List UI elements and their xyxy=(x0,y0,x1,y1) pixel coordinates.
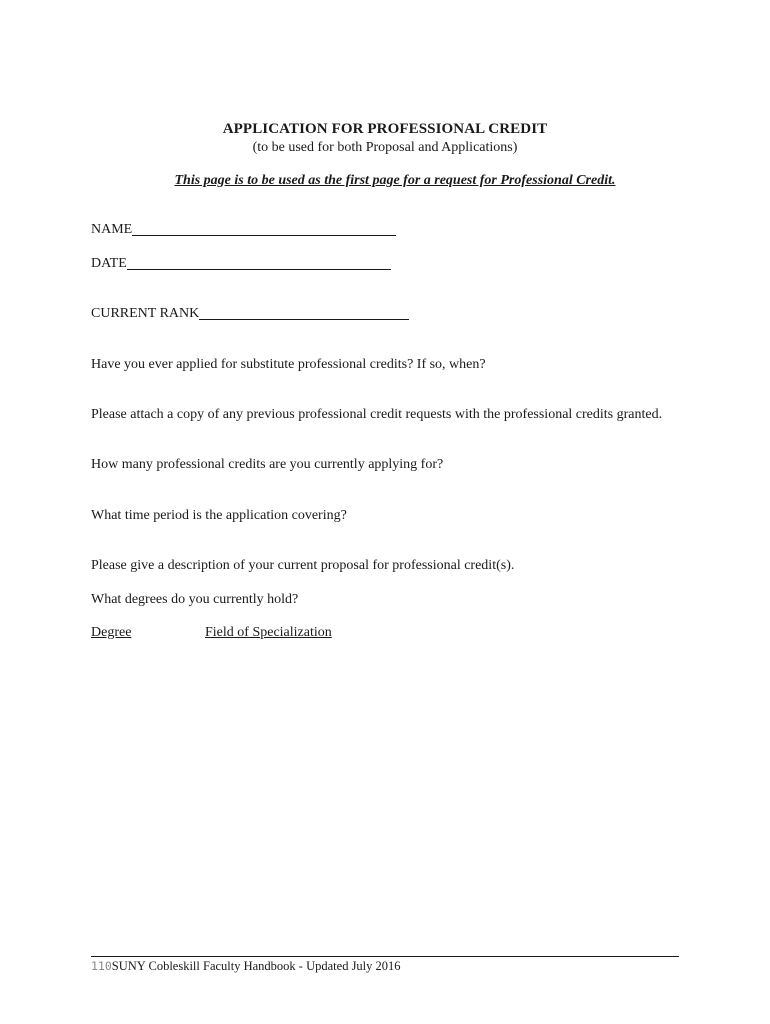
name-label: NAME xyxy=(91,222,133,237)
question-time-period: What time period is the application covering? xyxy=(91,508,347,523)
date-field-row xyxy=(91,256,391,272)
rank-field[interactable] xyxy=(199,318,409,320)
question-prior-credits: Have you ever applied for substitute professional credits? If so, when? xyxy=(91,357,486,372)
question-attach-copies: Please attach a copy of any previous professional credit requests with the professional credits granted. xyxy=(91,407,663,422)
footer-divider xyxy=(91,956,679,957)
name-field[interactable] xyxy=(132,234,396,236)
question-credits-count: How many professional credits are you currently applying for? xyxy=(91,457,444,472)
question-degrees: What degrees do you currently hold? xyxy=(91,592,299,607)
footer xyxy=(91,959,401,974)
rank-label: CURRENT RANK xyxy=(91,306,200,321)
page-number: 110 xyxy=(91,959,112,973)
question-proposal-description: Please give a description of your current proposal for professional credit(s). xyxy=(91,558,515,573)
date-label: DATE xyxy=(91,256,127,271)
form-instruction: This page is to be used as the first page for a request for Professional Credit. xyxy=(174,173,616,188)
form-subtitle: (to be used for both Proposal and Applications) xyxy=(252,140,518,155)
name-field-row xyxy=(91,222,396,238)
specialization-column-header: Field of Specialization xyxy=(205,625,332,640)
footer-text: SUNY Cobleskill Faculty Handbook - Updated July 2016 xyxy=(111,959,401,973)
date-field[interactable] xyxy=(127,268,391,270)
rank-field-row xyxy=(91,306,409,322)
form-title: APPLICATION FOR PROFESSIONAL CREDIT xyxy=(222,121,548,137)
degree-column-header: Degree xyxy=(91,625,132,640)
